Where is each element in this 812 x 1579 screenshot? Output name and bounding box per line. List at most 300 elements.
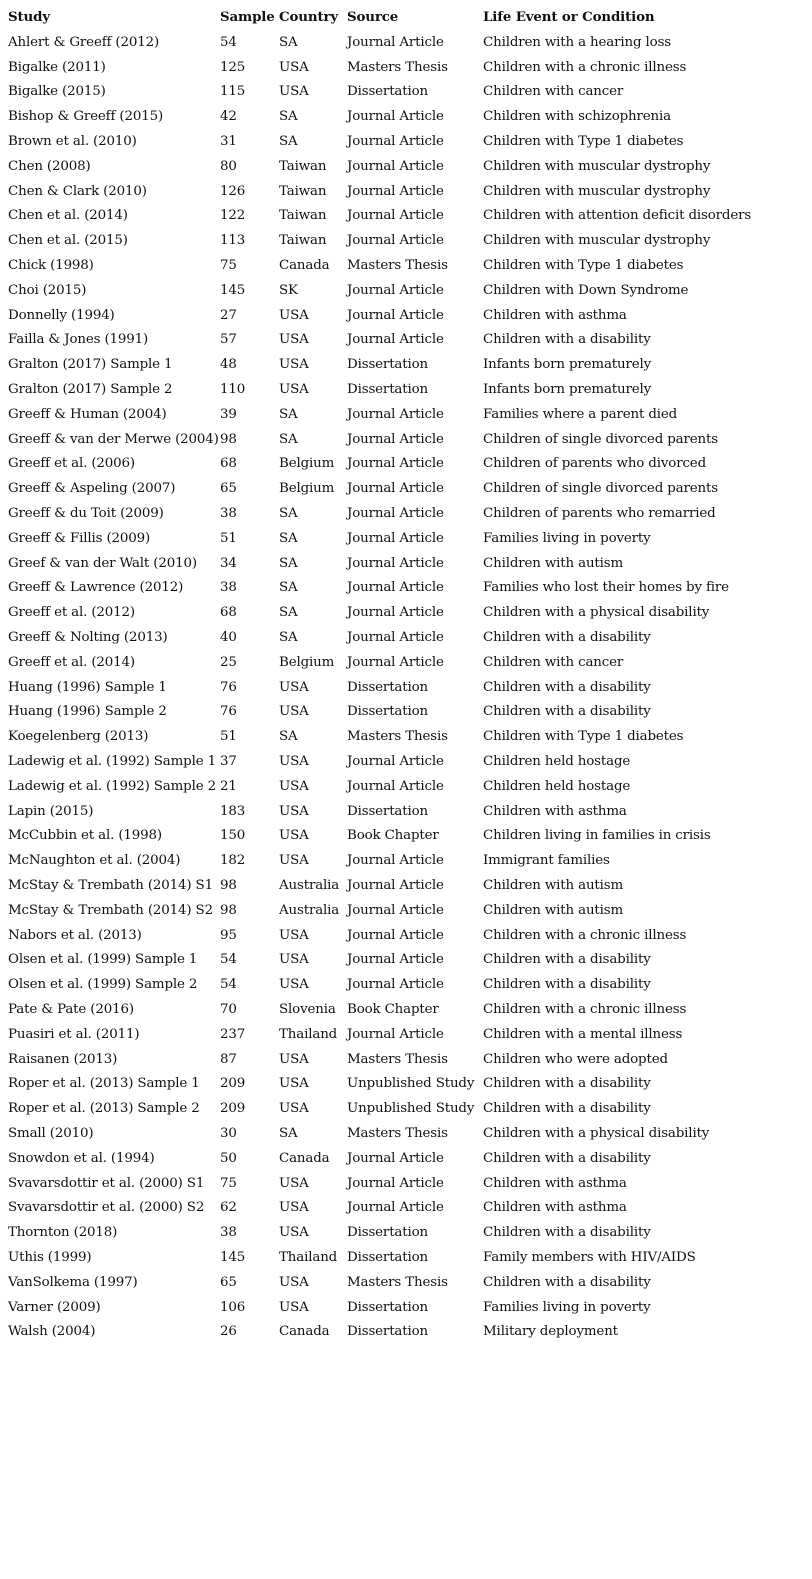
cell-country: SA [279, 109, 298, 125]
cell-study: Koegelenberg (2013) [8, 729, 149, 745]
cell-sample: 76 [220, 679, 237, 695]
cell-life-event: Children with Down Syndrome [483, 282, 689, 298]
table-row [8, 377, 783, 402]
cell-source: Journal Article [347, 282, 444, 298]
cell-country: USA [279, 1225, 309, 1241]
cell-study: Chen & Clark (2010) [8, 183, 147, 199]
cell-study: Gralton (2017) Sample 1 [8, 357, 173, 373]
cell-study: Pate & Pate (2016) [8, 1001, 134, 1017]
cell-source: Journal Article [347, 1026, 444, 1042]
cell-study: Varner (2009) [8, 1299, 101, 1315]
header-country: Country [279, 9, 339, 25]
cell-study: Nabors et al. (2013) [8, 927, 142, 943]
cell-life-event: Children with a disability [483, 679, 651, 695]
cell-study: Bigalke (2015) [8, 84, 106, 100]
cell-life-event: Children held hostage [483, 754, 631, 769]
cell-country: SA [279, 1125, 298, 1141]
cell-sample: 182 [220, 853, 246, 869]
table-header [8, 4, 783, 30]
cell-source: Journal Article [347, 555, 444, 571]
cell-sample: 27 [220, 307, 237, 323]
cell-sample: 40 [220, 630, 237, 646]
cell-source: Dissertation [347, 1299, 429, 1315]
cell-life-event: Children with a chronic illness [483, 59, 687, 75]
cell-sample: 30 [220, 1125, 237, 1141]
table-row [8, 923, 783, 948]
header-study: Study [8, 9, 50, 25]
cell-source: Journal Article [347, 456, 444, 472]
cell-life-event: Children with Type 1 diabetes [483, 258, 684, 274]
cell-life-event: Children with schizophrenia [483, 109, 671, 125]
cell-source: Journal Article [347, 1200, 444, 1216]
cell-country: SA [279, 134, 298, 150]
cell-life-event: Children with a disability [483, 332, 651, 348]
cell-sample: 70 [220, 1001, 237, 1017]
cell-life-event: Children with a disability [483, 704, 651, 720]
cell-life-event: Children with muscular dystrophy [483, 233, 711, 249]
cell-life-event: Children with asthma [483, 1175, 627, 1191]
cell-life-event: Children with asthma [483, 803, 627, 819]
cell-sample: 80 [220, 158, 237, 174]
table-row [8, 898, 783, 923]
cell-study: Chen et al. (2015) [8, 233, 128, 249]
cell-study: Snowdon et al. (1994) [8, 1150, 155, 1166]
cell-life-event: Children of parents who remarried [483, 506, 716, 522]
cell-country: USA [279, 1076, 309, 1092]
cell-country: USA [279, 803, 309, 819]
cell-study: Failla & Jones (1991) [8, 332, 149, 348]
cell-study: Greeff & Lawrence (2012) [8, 580, 184, 596]
cell-sample: 65 [220, 481, 237, 497]
cell-sample: 34 [220, 555, 237, 571]
cell-country: USA [279, 1175, 309, 1191]
cell-country: USA [279, 1051, 309, 1067]
cell-source: Dissertation [347, 704, 429, 720]
cell-country: SA [279, 406, 298, 422]
cell-country: Canada [279, 258, 330, 274]
cell-source: Masters Thesis [347, 258, 448, 274]
cell-country: SA [279, 431, 298, 447]
cell-source: Journal Article [347, 605, 444, 621]
table-body [8, 30, 783, 1344]
table-row [8, 675, 783, 700]
cell-sample: 106 [220, 1299, 246, 1315]
cell-sample: 113 [220, 233, 246, 249]
cell-life-event: Children with asthma [483, 1200, 627, 1216]
cell-life-event: Families who lost their homes by fire [483, 580, 729, 596]
table-row [8, 749, 783, 774]
cell-life-event: Children with a physical disability [483, 605, 710, 621]
cell-source: Dissertation [347, 679, 429, 695]
cell-country: SA [279, 580, 298, 596]
cell-source: Journal Article [347, 431, 444, 447]
cell-life-event: Families living in poverty [483, 530, 651, 546]
table-row [8, 427, 783, 452]
cell-study: Roper et al. (2013) Sample 1 [8, 1076, 200, 1092]
table-row [8, 228, 783, 253]
cell-source: Dissertation [347, 84, 429, 100]
cell-life-event: Military deployment [483, 1324, 618, 1340]
cell-life-event: Children of parents who divorced [483, 456, 706, 472]
cell-source: Journal Article [347, 530, 444, 546]
cell-life-event: Infants born prematurely [483, 357, 652, 373]
cell-study: Roper et al. (2013) Sample 2 [8, 1101, 200, 1117]
cell-country: USA [279, 679, 309, 695]
cell-sample: 54 [220, 34, 237, 50]
cell-life-event: Children with attention deficit disorders [483, 208, 752, 224]
cell-source: Masters Thesis [347, 1125, 448, 1141]
cell-source: Journal Article [347, 481, 444, 497]
cell-study: Chen et al. (2014) [8, 208, 128, 224]
table-row [8, 650, 783, 675]
table-row [8, 799, 783, 824]
cell-life-event: Children living in families in crisis [483, 828, 711, 844]
cell-life-event: Children with autism [483, 555, 624, 571]
cell-source: Unpublished Study [347, 1076, 475, 1092]
cell-source: Journal Article [347, 134, 444, 150]
cell-sample: 65 [220, 1274, 237, 1290]
cell-sample: 54 [220, 977, 237, 993]
cell-life-event: Children with muscular dystrophy [483, 158, 711, 174]
cell-study: Huang (1996) Sample 1 [8, 679, 167, 695]
cell-sample: 39 [220, 406, 237, 422]
table-row [8, 154, 783, 179]
cell-life-event: Children with a disability [483, 977, 651, 993]
cell-life-event: Children with a hearing loss [483, 34, 672, 50]
cell-country: USA [279, 977, 309, 993]
cell-source: Journal Article [347, 853, 444, 869]
table-row [8, 972, 783, 997]
cell-country: Taiwan [279, 183, 327, 199]
table-row [8, 278, 783, 303]
table-row [8, 947, 783, 972]
cell-study: Brown et al. (2010) [8, 134, 137, 150]
cell-life-event: Immigrant families [483, 853, 610, 869]
cell-sample: 145 [220, 282, 246, 298]
cell-sample: 54 [220, 952, 237, 968]
table-row [8, 1270, 783, 1295]
cell-sample: 183 [220, 803, 246, 819]
header-life-event: Life Event or Condition [483, 9, 655, 25]
cell-sample: 38 [220, 580, 237, 596]
cell-country: USA [279, 927, 309, 943]
cell-source: Journal Article [347, 1150, 444, 1166]
cell-source: Journal Article [347, 109, 444, 125]
cell-life-event: Family members with HIV/AIDS [483, 1249, 696, 1265]
table-row [8, 526, 783, 551]
cell-country: Thailand [279, 1249, 338, 1265]
cell-life-event: Children with cancer [483, 84, 624, 100]
cell-sample: 42 [220, 109, 237, 125]
table-row [8, 30, 783, 55]
cell-life-event: Families living in poverty [483, 1299, 651, 1315]
cell-life-event: Children with a physical disability [483, 1125, 710, 1141]
table-row [8, 848, 783, 873]
cell-study: Greeff & Fillis (2009) [8, 530, 151, 546]
cell-sample: 68 [220, 456, 237, 472]
cell-study: Lapin (2015) [8, 803, 94, 819]
cell-sample: 145 [220, 1249, 246, 1265]
cell-source: Journal Article [347, 977, 444, 993]
table-row [8, 600, 783, 625]
cell-study: Greeff et al. (2012) [8, 605, 135, 621]
cell-source: Journal Article [347, 1175, 444, 1191]
cell-country: USA [279, 1299, 309, 1315]
cell-sample: 25 [220, 654, 237, 670]
cell-life-event: Children with muscular dystrophy [483, 183, 711, 199]
cell-study: Greeff & du Toit (2009) [8, 506, 164, 522]
table-row [8, 1171, 783, 1196]
cell-study: Olsen et al. (1999) Sample 2 [8, 977, 198, 993]
cell-study: Bishop & Greeff (2015) [8, 109, 164, 125]
cell-country: USA [279, 952, 309, 968]
cell-source: Masters Thesis [347, 1274, 448, 1290]
cell-life-event: Children with autism [483, 902, 624, 918]
cell-study: Chick (1998) [8, 258, 94, 274]
cell-life-event: Children with Type 1 diabetes [483, 729, 684, 745]
header-sample: Sample [220, 9, 275, 25]
cell-study: Ladewig et al. (1992) Sample 1 [8, 754, 216, 769]
cell-life-event: Children with Type 1 diabetes [483, 134, 684, 150]
cell-country: SA [279, 555, 298, 571]
table-row [8, 1146, 783, 1171]
table-row [8, 1245, 783, 1270]
cell-source: Dissertation [347, 803, 429, 819]
cell-source: Dissertation [347, 1249, 429, 1265]
cell-study: Gralton (2017) Sample 2 [8, 382, 173, 398]
cell-sample: 51 [220, 530, 237, 546]
cell-study: Walsh (2004) [8, 1324, 96, 1340]
cell-source: Journal Article [347, 233, 444, 249]
cell-country: USA [279, 778, 309, 794]
header-row [8, 4, 783, 30]
cell-source: Journal Article [347, 332, 444, 348]
cell-country: Slovenia [279, 1001, 336, 1017]
cell-study: VanSolkema (1997) [8, 1274, 138, 1290]
cell-sample: 51 [220, 729, 237, 745]
cell-country: USA [279, 1274, 309, 1290]
table-row [8, 80, 783, 105]
cell-study: Donnelly (1994) [8, 307, 115, 323]
cell-study: Greeff et al. (2006) [8, 456, 135, 472]
table-row [8, 253, 783, 278]
cell-study: Ahlert & Greeff (2012) [8, 34, 160, 50]
cell-sample: 237 [220, 1026, 246, 1042]
cell-source: Dissertation [347, 357, 429, 373]
cell-life-event: Children with a disability [483, 1274, 651, 1290]
cell-study: Puasiri et al. (2011) [8, 1026, 140, 1042]
cell-country: Taiwan [279, 233, 327, 249]
cell-study: Raisanen (2013) [8, 1051, 118, 1067]
cell-source: Journal Article [347, 654, 444, 670]
cell-sample: 50 [220, 1150, 237, 1166]
cell-sample: 125 [220, 59, 246, 75]
cell-country: USA [279, 853, 309, 869]
cell-study: Greeff & Aspeling (2007) [8, 481, 176, 497]
table-row [8, 1121, 783, 1146]
cell-country: Canada [279, 1324, 330, 1340]
table-row [8, 129, 783, 154]
table-row [8, 303, 783, 328]
cell-life-event: Children with a chronic illness [483, 927, 687, 943]
cell-source: Journal Article [347, 506, 444, 522]
cell-source: Journal Article [347, 208, 444, 224]
cell-source: Journal Article [347, 307, 444, 323]
cell-source: Journal Article [347, 877, 444, 893]
cell-sample: 21 [220, 778, 237, 794]
table-row [8, 1220, 783, 1245]
header-source: Source [347, 9, 399, 25]
table-row [8, 873, 783, 898]
cell-study: Greef & van der Walt (2010) [8, 555, 197, 571]
cell-study: McNaughton et al. (2004) [8, 853, 181, 869]
cell-study: McStay & Trembath (2014) S2 [8, 902, 213, 918]
cell-country: Belgium [279, 481, 335, 497]
cell-sample: 98 [220, 902, 237, 918]
cell-sample: 122 [220, 208, 246, 224]
cell-country: USA [279, 828, 309, 844]
cell-sample: 57 [220, 332, 237, 348]
cell-life-event: Children of single divorced parents [483, 431, 718, 447]
table-row [8, 501, 783, 526]
cell-life-event: Families where a parent died [483, 406, 678, 422]
table-row [8, 824, 783, 849]
cell-study: Choi (2015) [8, 282, 87, 298]
cell-study: Small (2010) [8, 1125, 94, 1141]
cell-country: Australia [279, 902, 340, 918]
cell-life-event: Children with a disability [483, 1150, 651, 1166]
table-row [8, 179, 783, 204]
cell-study: Ladewig et al. (1992) Sample 2 [8, 778, 216, 794]
cell-country: Thailand [279, 1026, 338, 1042]
cell-study: Uthis (1999) [8, 1249, 92, 1265]
cell-sample: 68 [220, 605, 237, 621]
cell-sample: 26 [220, 1324, 237, 1340]
cell-life-event: Children with a disability [483, 630, 651, 646]
cell-country: Belgium [279, 456, 335, 472]
cell-study: Svavarsdottir et al. (2000) S2 [8, 1200, 205, 1216]
cell-country: Taiwan [279, 208, 327, 224]
cell-study: McCubbin et al. (1998) [8, 828, 162, 844]
table-row [8, 1022, 783, 1047]
cell-sample: 31 [220, 134, 237, 150]
table-row [8, 1071, 783, 1096]
cell-study: Chen (2008) [8, 158, 91, 174]
cell-country: USA [279, 1200, 309, 1216]
cell-source: Book Chapter [347, 828, 439, 844]
cell-country: USA [279, 1101, 309, 1117]
cell-source: Journal Article [347, 630, 444, 646]
cell-sample: 98 [220, 431, 237, 447]
cell-source: Dissertation [347, 1324, 429, 1340]
cell-source: Journal Article [347, 580, 444, 596]
cell-life-event: Children with a disability [483, 952, 651, 968]
table-row [8, 997, 783, 1022]
cell-source: Journal Article [347, 927, 444, 943]
cell-study: Bigalke (2011) [8, 59, 106, 75]
cell-sample: 95 [220, 927, 237, 943]
cell-country: SA [279, 605, 298, 621]
table-row [8, 1096, 783, 1121]
cell-sample: 37 [220, 754, 237, 769]
table-row [8, 1319, 783, 1344]
table-row [8, 1047, 783, 1072]
table-row [8, 204, 783, 229]
cell-source: Journal Article [347, 406, 444, 422]
table-row [8, 104, 783, 129]
table-row [8, 774, 783, 799]
cell-country: USA [279, 307, 309, 323]
cell-sample: 38 [220, 1225, 237, 1241]
cell-country: USA [279, 382, 309, 398]
cell-sample: 75 [220, 1175, 237, 1191]
cell-sample: 115 [220, 84, 246, 100]
table-row [8, 476, 783, 501]
cell-country: SA [279, 530, 298, 546]
studies-table [8, 4, 783, 1344]
cell-source: Dissertation [347, 382, 429, 398]
cell-country: Canada [279, 1150, 330, 1166]
cell-life-event: Children with cancer [483, 654, 624, 670]
cell-study: Svavarsdottir et al. (2000) S1 [8, 1175, 205, 1191]
cell-source: Masters Thesis [347, 729, 448, 745]
cell-study: Thornton (2018) [8, 1225, 118, 1241]
cell-sample: 209 [220, 1101, 246, 1117]
cell-life-event: Children who were adopted [483, 1051, 668, 1067]
cell-life-event: Children with a disability [483, 1225, 651, 1241]
cell-life-event: Children with asthma [483, 307, 627, 323]
cell-life-event: Children with a disability [483, 1101, 651, 1117]
table-row [8, 352, 783, 377]
table-row [8, 576, 783, 601]
table-row [8, 1195, 783, 1220]
cell-source: Dissertation [347, 1225, 429, 1241]
table-row [8, 551, 783, 576]
cell-source: Journal Article [347, 778, 444, 794]
cell-sample: 150 [220, 828, 246, 844]
cell-life-event: Children of single divorced parents [483, 481, 718, 497]
cell-life-event: Children with a mental illness [483, 1026, 683, 1042]
cell-study: Huang (1996) Sample 2 [8, 704, 167, 720]
cell-source: Masters Thesis [347, 1051, 448, 1067]
cell-country: Australia [279, 877, 340, 893]
cell-country: USA [279, 357, 309, 373]
cell-sample: 110 [220, 382, 246, 398]
cell-life-event: Infants born prematurely [483, 382, 652, 398]
cell-study: McStay & Trembath (2014) S1 [8, 877, 213, 893]
cell-country: SA [279, 630, 298, 646]
cell-source: Masters Thesis [347, 59, 448, 75]
cell-sample: 62 [220, 1200, 237, 1216]
table-row [8, 452, 783, 477]
cell-country: USA [279, 59, 309, 75]
table-row [8, 55, 783, 80]
cell-study: Greeff & Human (2004) [8, 406, 167, 422]
cell-sample: 126 [220, 183, 246, 199]
table-row [8, 700, 783, 725]
table-row [8, 1295, 783, 1320]
table-row [8, 328, 783, 353]
cell-source: Journal Article [347, 902, 444, 918]
cell-source: Journal Article [347, 754, 444, 769]
cell-country: SK [279, 282, 298, 298]
table-row [8, 625, 783, 650]
cell-life-event: Children with a disability [483, 1076, 651, 1092]
cell-country: USA [279, 332, 309, 348]
table-row [8, 402, 783, 427]
cell-sample: 87 [220, 1051, 237, 1067]
cell-sample: 98 [220, 877, 237, 893]
